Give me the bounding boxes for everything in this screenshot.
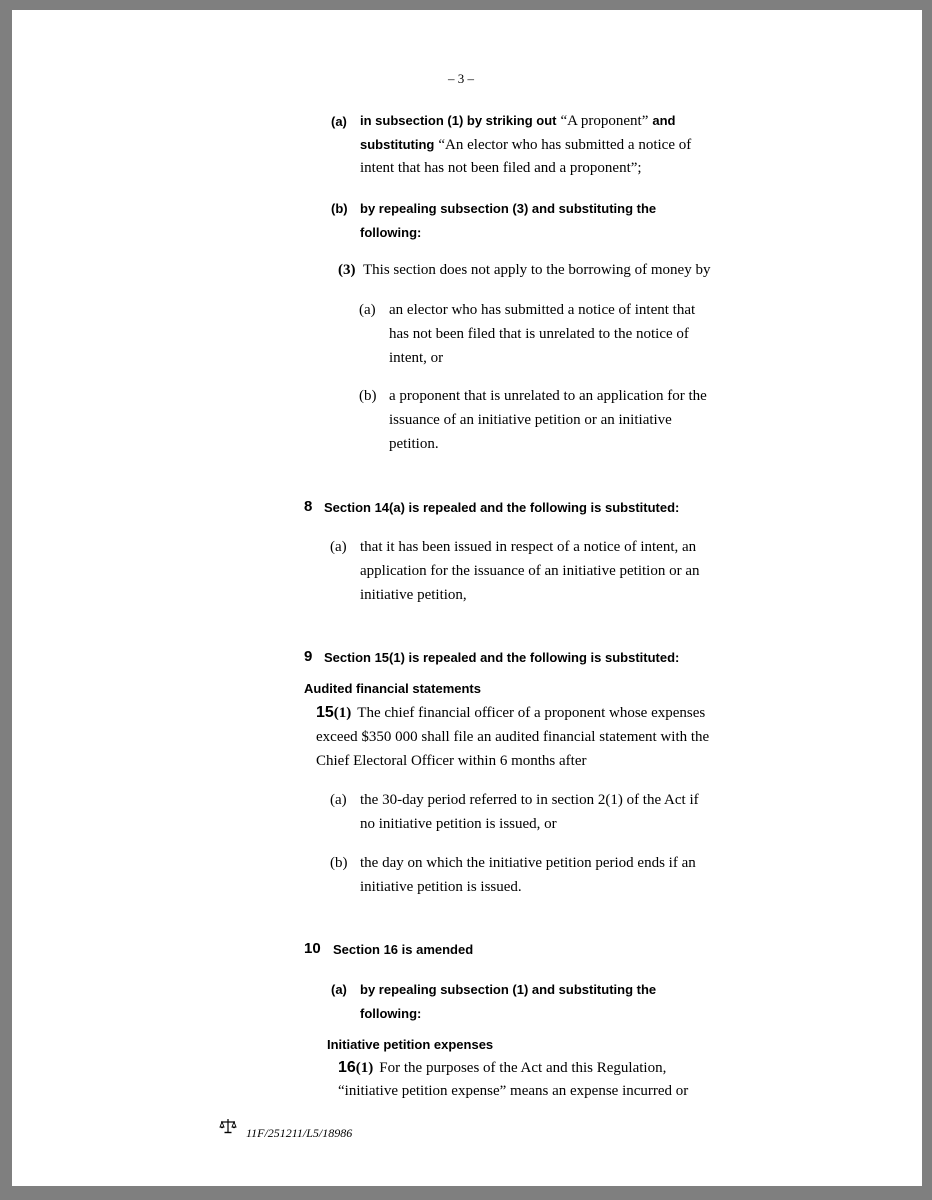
document-page [12, 10, 922, 1186]
clause-a-line2: substituting “An elector who has submitted a notice of [360, 137, 692, 153]
sub3-clause-b-line2: issuance of an initiative petition or an initiative [389, 412, 672, 428]
subsection-3-text: This section does not apply to the borrowing of money by [363, 262, 711, 278]
clause-b-line2: following: [360, 225, 422, 240]
section-9-number: 9 [304, 648, 313, 665]
section-15-1-line2: exceed $350 000 shall file an audited financial statement with the [316, 729, 710, 745]
section-15-clause-b-line2: initiative petition is issued. [360, 879, 522, 895]
page-number: – 3 – [448, 71, 474, 86]
section-9-margin-note: Audited financial statements [304, 681, 481, 696]
section-8-clause-a-line3: initiative petition, [360, 587, 467, 603]
section-10-clause-a-label: (a) [331, 982, 347, 997]
section-16-number: 16 [338, 1059, 356, 1076]
sub3-clause-b-label: (b) [359, 388, 377, 404]
section-15-number: 15 [316, 704, 334, 721]
sub3-clause-b-line3: petition. [389, 436, 439, 452]
clause-b-label: (b) [331, 201, 348, 216]
sub3-clause-a-label: (a) [359, 302, 376, 318]
sub3-clause-a-line2: has not been filed that is unrelated to the notice of [389, 326, 689, 342]
section-8-clause-a-line1: that it has been issued in respect of a notice of intent, an [360, 539, 697, 555]
section-15-1-line1: 15(1) The chief financial officer of a proponent whose expenses [316, 704, 706, 721]
section-16-1-line2: “initiative petition expense” means an expense incurred or [338, 1083, 689, 1099]
section-16-1-line1: 16(1) For the purposes of the Act and this Regulation, [338, 1059, 667, 1076]
sub3-clause-a-line1: an elector who has submitted a notice of intent that [389, 302, 696, 318]
clause-a-line1: in subsection (1) by striking out “A proponent” and [360, 113, 676, 129]
clause-a-line3: intent that has not been filed and a proponent”; [360, 160, 642, 176]
clause-a-label: (a) [331, 114, 347, 129]
section-8-clause-a-label: (a) [330, 539, 347, 555]
subsection-1-label: (1) [333, 705, 352, 721]
section-15-clause-b-label: (b) [330, 855, 348, 871]
section-10-heading: Section 16 is amended [333, 942, 474, 957]
document-reference: 11F/251211/L5/18986 [246, 1126, 353, 1140]
section-8-heading: Section 14(a) is repealed and the following is substituted: [324, 500, 680, 515]
scales-of-justice-icon [219, 1117, 237, 1135]
section-10-number: 10 [304, 940, 321, 957]
section-15-clause-a-line2: no initiative petition is issued, or [360, 816, 557, 832]
section-8-number: 8 [304, 498, 313, 515]
section-15-clause-a-line1: the 30-day period referred to in section 2(1) of the Act if [360, 792, 699, 808]
subsection-3-label: (3) [338, 262, 356, 278]
section-15-clause-b-line1: the day on which the initiative petition period ends if an [360, 855, 696, 871]
sub3-clause-a-line3: intent, or [389, 350, 444, 366]
clause-b-line1: by repealing subsection (3) and substituting the [360, 201, 657, 216]
section-8-clause-a-line2: application for the issuance of an initiative petition or an [360, 563, 700, 579]
section-10-clause-a-line2: following: [360, 1006, 422, 1021]
section-15-clause-a-label: (a) [330, 792, 347, 808]
section-10-clause-a-line1: by repealing subsection (1) and substituting the [360, 982, 657, 997]
subsection-1-label: (1) [355, 1060, 374, 1076]
sub3-clause-b-line1: a proponent that is unrelated to an application for the [389, 388, 707, 404]
section-10-margin-note: Initiative petition expenses [327, 1037, 494, 1052]
section-15-1-line3: Chief Electoral Officer within 6 months after [316, 753, 587, 769]
section-9-heading: Section 15(1) is repealed and the following is substituted: [324, 650, 680, 665]
